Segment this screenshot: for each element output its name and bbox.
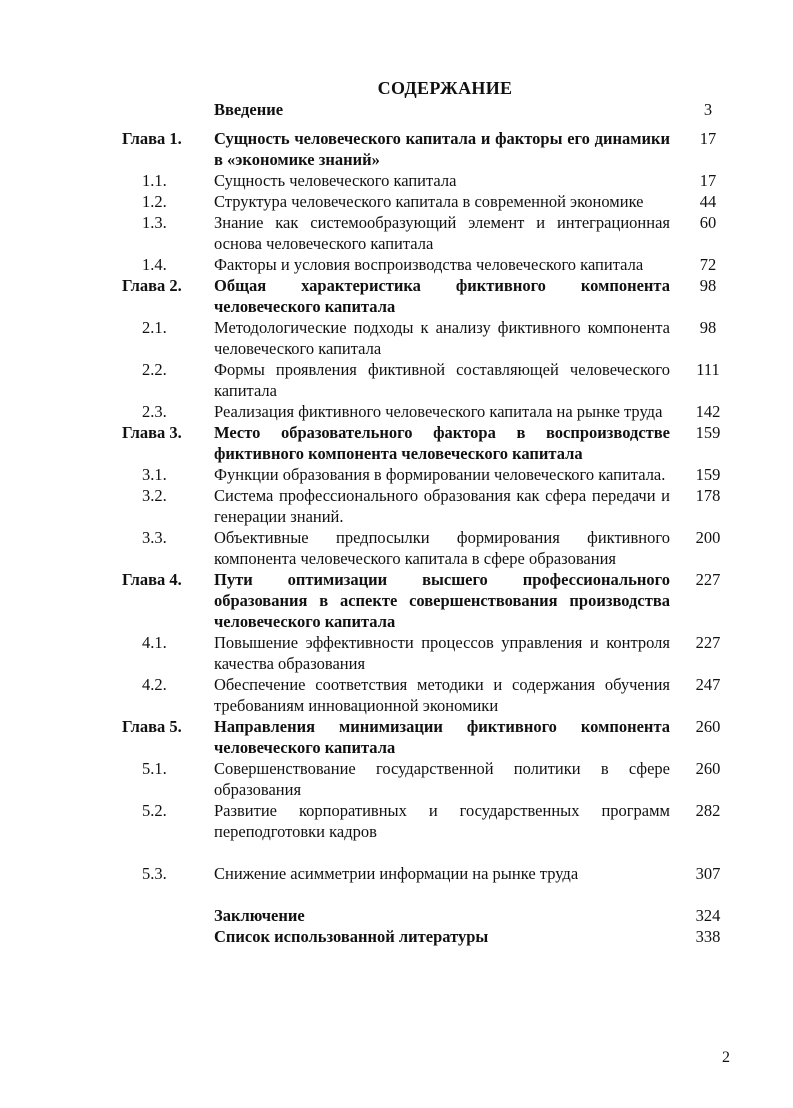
section-title: Развитие корпоративных и государственных программ переподготовки кадров (214, 801, 670, 841)
table-of-contents (0, 99, 793, 947)
section-page: 200 (695, 528, 721, 547)
toc-intro-title: Введение (214, 100, 284, 119)
section-label: 4.1. (142, 633, 167, 652)
chapter-title: Сущность человеческого капитала и факторы его динамики в «экономике знаний» (214, 129, 670, 169)
section-page: 227 (695, 633, 721, 652)
toc-section-5-3 (0, 863, 793, 884)
section-label: 2.2. (142, 360, 167, 379)
chapter-label: Глава 3. (122, 423, 182, 442)
section-label: 2.1. (142, 318, 167, 337)
page-title: СОДЕРЖАНИЕ (377, 78, 513, 98)
section-title: Факторы и условия воспроизводства человеческого капитала (214, 255, 644, 274)
toc-intro (0, 99, 793, 120)
toc-intro-page: 3 (703, 100, 713, 119)
section-label: 2.3. (142, 402, 167, 421)
section-title: Повышение эффективности процессов управления и контроля качества образования (214, 633, 670, 673)
section-label: 1.2. (142, 192, 167, 211)
toc-section-1-2 (0, 191, 793, 212)
section-title: Структура человеческого капитала в современной экономике (214, 192, 644, 211)
toc-section-4-1 (0, 632, 793, 674)
toc-references (0, 926, 793, 947)
chapter-title: Пути оптимизации высшего профессионального образования в аспекте совершенствования производства человеческого капитала (214, 570, 670, 631)
section-title: Знание как системообразующий элемент и интеграционная основа человеческого капитала (214, 213, 670, 253)
toc-conclusion (0, 905, 793, 926)
section-label: 4.2. (142, 675, 167, 694)
section-label: 5.2. (142, 801, 167, 820)
section-title: Сущность человеческого капитала (214, 171, 457, 190)
toc-section-4-2 (0, 674, 793, 716)
section-page: 307 (695, 864, 721, 883)
toc-section-2-2 (0, 359, 793, 401)
section-title: Снижение асимметрии информации на рынке труда (214, 864, 579, 883)
toc-chapter-4 (0, 569, 793, 632)
section-page: 260 (695, 759, 721, 778)
chapter-page: 260 (695, 717, 721, 736)
references-page: 338 (695, 927, 721, 946)
section-page: 60 (699, 213, 717, 232)
toc-section-1-4 (0, 254, 793, 275)
section-label: 1.1. (142, 171, 167, 190)
section-title: Система профессионального образования как сфера передачи и генерации знаний. (214, 486, 670, 526)
toc-section-3-1 (0, 464, 793, 485)
section-title: Совершенствование государственной политики в сфере образования (214, 759, 670, 799)
page-number: 2 (722, 1049, 730, 1066)
section-page: 282 (695, 801, 721, 820)
section-page: 247 (695, 675, 721, 694)
section-page: 178 (695, 486, 721, 505)
chapter-page: 159 (695, 423, 721, 442)
chapter-label: Глава 2. (122, 276, 182, 295)
section-label: 3.1. (142, 465, 167, 484)
chapter-label: Глава 4. (122, 570, 182, 589)
section-title: Реализация фиктивного человеческого капитала на рынке труда (214, 402, 663, 421)
toc-section-3-2 (0, 485, 793, 527)
section-page: 72 (699, 255, 717, 274)
section-label: 5.1. (142, 759, 167, 778)
chapter-title: Место образовательного фактора в воспроизводстве фиктивного компонента человеческого капитала (214, 423, 670, 463)
section-title: Объективные предпосылки формирования фиктивного компонента человеческого капитала в сфере образования (214, 528, 670, 568)
chapter-title: Направления минимизации фиктивного компонента человеческого капитала (214, 717, 670, 757)
chapter-page: 98 (699, 276, 717, 295)
section-page: 159 (695, 465, 721, 484)
section-title: Формы проявления фиктивной составляющей человеческого капитала (214, 360, 670, 400)
section-label: 1.4. (142, 255, 167, 274)
chapter-page: 227 (695, 570, 721, 589)
section-title: Методологические подходы к анализу фиктивного компонента человеческого капитала (214, 318, 670, 358)
toc-section-1-3 (0, 212, 793, 254)
toc-chapter-3 (0, 422, 793, 464)
toc-chapter-2 (0, 275, 793, 317)
toc-section-1-1 (0, 170, 793, 191)
section-page: 98 (699, 318, 717, 337)
toc-section-5-1 (0, 758, 793, 800)
section-page: 142 (695, 402, 721, 421)
toc-section-5-2 (0, 800, 793, 842)
toc-chapter-5 (0, 716, 793, 758)
chapter-title: Общая характеристика фиктивного компонента человеческого капитала (214, 276, 670, 316)
section-page: 111 (696, 360, 720, 379)
section-label: 5.3. (142, 864, 167, 883)
section-label: 1.3. (142, 213, 167, 232)
chapter-label: Глава 5. (122, 717, 182, 736)
conclusion-title: Заключение (214, 906, 305, 925)
section-page: 44 (699, 192, 717, 211)
section-label: 3.3. (142, 528, 167, 547)
chapter-label: Глава 1. (122, 129, 182, 148)
section-label: 3.2. (142, 486, 167, 505)
section-title: Функции образования в формировании человеческого капитала. (214, 465, 666, 484)
section-page: 17 (699, 171, 717, 190)
section-title: Обеспечение соответствия методики и содержания обучения требованиям инновационной экономики (214, 675, 670, 715)
chapter-page: 17 (699, 129, 717, 148)
toc-section-2-3 (0, 401, 793, 422)
conclusion-page: 324 (695, 906, 721, 925)
toc-section-3-3 (0, 527, 793, 569)
references-title: Список использованной литературы (214, 927, 489, 946)
toc-chapter-1 (0, 128, 793, 170)
toc-section-2-1 (0, 317, 793, 359)
